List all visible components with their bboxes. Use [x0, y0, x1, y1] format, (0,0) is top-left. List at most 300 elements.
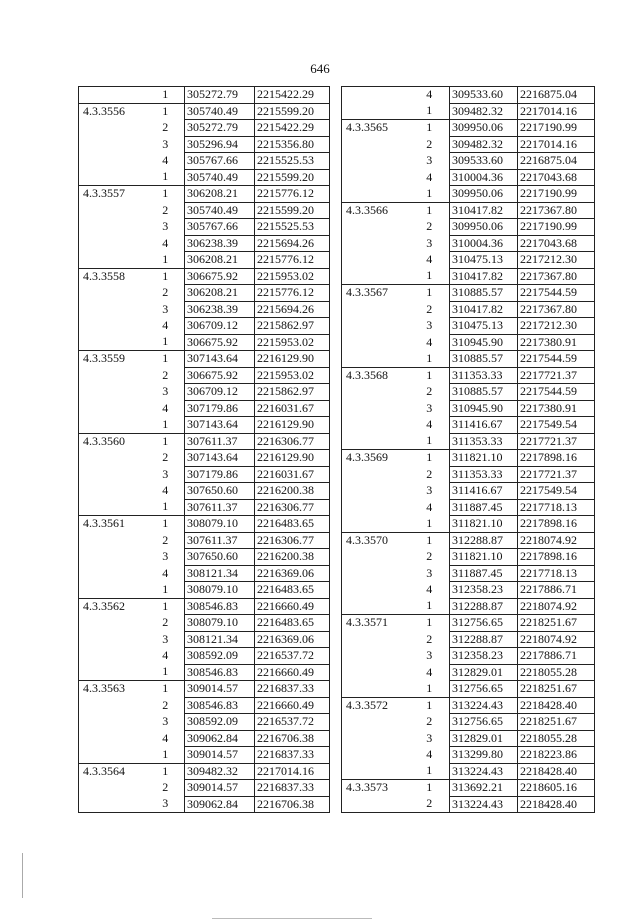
x-coordinate-cell: 309014.57	[185, 747, 255, 764]
table-row	[79, 268, 330, 285]
y-coordinate-cell: 2216129.90	[255, 351, 330, 368]
x-coordinate-cell: 310885.57	[450, 384, 518, 401]
x-coordinate-cell: 306675.92	[185, 334, 255, 351]
x-coordinate-cell: 305272.79	[185, 120, 255, 137]
table-row	[79, 466, 330, 483]
point-number-cell: 4	[426, 747, 433, 761]
x-coordinate-cell: 312288.87	[450, 532, 518, 549]
parcel-id-cell	[342, 153, 410, 170]
point-number-cell: 3	[426, 153, 433, 167]
x-coordinate-cell: 313692.21	[450, 780, 518, 797]
table-row	[79, 186, 330, 203]
point-number-cell: 2	[162, 450, 169, 464]
point-number-cell: 2	[426, 549, 433, 563]
y-coordinate-cell: 2218251.67	[518, 615, 595, 632]
parcel-id-cell	[79, 252, 147, 269]
point-number-cell: 1	[410, 532, 450, 549]
y-coordinate-cell: 2215599.20	[255, 103, 330, 120]
table-row	[79, 367, 330, 384]
point-number-cell: 1	[162, 416, 169, 431]
table-row	[79, 252, 330, 269]
y-coordinate-cell: 2216031.67	[255, 466, 330, 483]
y-coordinate-cell: 2215776.12	[255, 285, 330, 302]
point-number-cell: 1	[147, 268, 185, 285]
table-row	[79, 285, 330, 302]
table-row	[79, 532, 330, 549]
point-number-cell: 2	[426, 301, 433, 316]
point-number-cell: 4	[426, 499, 433, 514]
y-coordinate-cell: 2216706.38	[255, 796, 330, 813]
table-row	[79, 730, 330, 747]
parcel-id-cell	[342, 796, 410, 813]
table-row	[79, 483, 330, 500]
parcel-id-cell: 4.3.3572	[342, 697, 410, 714]
point-number-cell: 2	[162, 120, 169, 134]
y-coordinate-cell: 2215422.29	[255, 120, 330, 137]
parcel-id-cell	[79, 648, 147, 665]
table-row	[342, 202, 595, 219]
parcel-id-cell	[79, 483, 147, 500]
y-coordinate-cell: 2218428.40	[518, 796, 595, 813]
point-number-cell: 1	[426, 103, 433, 118]
point-number-cell: 1	[162, 664, 169, 679]
x-coordinate-cell: 306709.12	[185, 318, 255, 335]
y-coordinate-cell: 2218055.28	[518, 664, 595, 681]
parcel-id-cell	[79, 631, 147, 648]
y-coordinate-cell: 2215525.53	[255, 153, 330, 170]
table-row	[342, 367, 595, 384]
parcel-id-cell: 4.3.3568	[342, 367, 410, 384]
table-row	[342, 153, 595, 170]
y-coordinate-cell: 2218428.40	[518, 763, 595, 780]
table-row	[342, 483, 595, 500]
point-number-cell: 3	[162, 714, 169, 728]
parcel-id-cell	[79, 301, 147, 318]
y-coordinate-cell: 2217544.59	[518, 285, 595, 302]
parcel-id-cell: 4.3.3563	[79, 681, 147, 698]
x-coordinate-cell: 305296.94	[185, 136, 255, 153]
point-number-cell: 1	[426, 433, 433, 448]
y-coordinate-cell: 2216369.06	[255, 631, 330, 648]
y-coordinate-cell: 2217190.99	[518, 120, 595, 137]
table-row	[342, 714, 595, 731]
parcel-id-cell	[342, 598, 410, 615]
y-coordinate-cell: 2216483.65	[255, 516, 330, 533]
parcel-id-cell	[342, 301, 410, 318]
parcel-id-cell	[342, 747, 410, 764]
y-coordinate-cell: 2217380.91	[518, 400, 595, 417]
x-coordinate-cell: 309482.32	[450, 103, 518, 120]
parcel-id-cell	[342, 549, 410, 566]
point-number-cell: 4	[162, 318, 169, 332]
point-number-cell: 1	[162, 499, 169, 514]
point-number-cell: 1	[147, 763, 185, 780]
x-coordinate-cell: 309482.32	[450, 136, 518, 153]
parcel-id-cell	[79, 334, 147, 351]
x-coordinate-cell: 313224.43	[450, 763, 518, 780]
point-number-cell: 3	[426, 235, 433, 250]
parcel-id-cell	[342, 516, 410, 533]
table-row	[79, 648, 330, 665]
x-coordinate-cell: 311821.10	[450, 516, 518, 533]
y-coordinate-cell: 2216875.04	[518, 153, 595, 170]
point-number-cell: 3	[162, 466, 169, 481]
parcel-id-cell	[79, 615, 147, 632]
parcel-id-cell	[79, 219, 147, 236]
y-coordinate-cell: 2217886.71	[518, 582, 595, 599]
y-coordinate-cell: 2217014.16	[518, 136, 595, 153]
table-row	[79, 219, 330, 236]
x-coordinate-cell: 309014.57	[185, 780, 255, 797]
table-row	[79, 796, 330, 813]
parcel-id-cell: 4.3.3556	[79, 103, 147, 120]
table-row	[79, 516, 330, 533]
y-coordinate-cell: 2216837.33	[255, 681, 330, 698]
table-row	[342, 780, 595, 797]
parcel-id-cell	[342, 87, 410, 104]
x-coordinate-cell: 309014.57	[185, 681, 255, 698]
parcel-id-cell: 4.3.3557	[79, 186, 147, 203]
table-row	[79, 565, 330, 582]
point-number-cell: 2	[162, 780, 169, 794]
y-coordinate-cell: 2217212.30	[518, 252, 595, 269]
table-row	[79, 598, 330, 615]
point-number-cell: 2	[162, 697, 169, 712]
point-number-cell: 1	[426, 680, 433, 695]
table-row	[342, 169, 595, 186]
table-row	[79, 202, 330, 219]
x-coordinate-cell: 306238.39	[185, 301, 255, 318]
table-row	[342, 450, 595, 467]
table-row	[342, 219, 595, 236]
parcel-id-cell	[79, 153, 147, 170]
y-coordinate-cell: 2216875.04	[518, 87, 595, 104]
point-number-cell: 1	[162, 581, 169, 596]
x-coordinate-cell: 309062.84	[185, 796, 255, 813]
x-coordinate-cell: 310945.90	[450, 334, 518, 351]
parcel-id-cell	[79, 565, 147, 582]
point-number-cell: 2	[162, 202, 169, 217]
table-row	[79, 351, 330, 368]
table-row	[79, 103, 330, 120]
parcel-id-cell	[342, 483, 410, 500]
x-coordinate-cell: 309950.06	[450, 219, 518, 236]
table-row	[342, 400, 595, 417]
point-number-cell: 1	[410, 202, 450, 219]
table-row	[79, 780, 330, 797]
table-row	[342, 697, 595, 714]
x-coordinate-cell: 306675.92	[185, 367, 255, 384]
x-coordinate-cell: 311821.10	[450, 450, 518, 467]
point-number-cell: 1	[147, 598, 185, 615]
x-coordinate-cell: 305740.49	[185, 103, 255, 120]
y-coordinate-cell: 2217549.54	[518, 417, 595, 434]
parcel-id-cell	[342, 466, 410, 483]
parcel-id-cell: 4.3.3573	[342, 780, 410, 797]
table-row	[342, 433, 595, 450]
y-coordinate-cell: 2217718.13	[518, 565, 595, 582]
y-coordinate-cell: 2218223.86	[518, 747, 595, 764]
table-row	[342, 318, 595, 335]
point-number-cell: 2	[410, 796, 450, 813]
point-number-cell: 3	[147, 796, 185, 813]
point-number-cell: 3	[162, 549, 169, 563]
x-coordinate-cell: 308079.10	[185, 582, 255, 599]
y-coordinate-cell: 2217721.37	[518, 466, 595, 483]
point-number-cell: 1	[147, 516, 185, 533]
y-coordinate-cell: 2215953.02	[255, 334, 330, 351]
parcel-id-cell	[79, 120, 147, 137]
parcel-id-cell	[79, 582, 147, 599]
coordinates-table-right	[341, 86, 595, 813]
point-number-cell: 3	[426, 400, 433, 415]
table-row	[342, 747, 595, 764]
x-coordinate-cell: 308546.83	[185, 664, 255, 681]
table-row	[342, 252, 595, 269]
table-row	[79, 120, 330, 137]
x-coordinate-cell: 311353.33	[450, 433, 518, 450]
table-row	[342, 499, 595, 516]
point-number-cell: 1	[147, 87, 185, 104]
y-coordinate-cell: 2215694.26	[255, 301, 330, 318]
parcel-id-cell: 4.3.3567	[342, 285, 410, 302]
parcel-id-cell	[342, 318, 410, 335]
table-row	[342, 384, 595, 401]
y-coordinate-cell: 2216537.72	[255, 714, 330, 731]
x-coordinate-cell: 312358.23	[450, 582, 518, 599]
y-coordinate-cell: 2216837.33	[255, 780, 330, 797]
point-number-cell: 1	[426, 185, 433, 200]
x-coordinate-cell: 306709.12	[185, 384, 255, 401]
x-coordinate-cell: 312756.65	[450, 714, 518, 731]
x-coordinate-cell: 310945.90	[450, 400, 518, 417]
table-row	[79, 499, 330, 516]
y-coordinate-cell: 2217367.80	[518, 268, 595, 285]
table-row	[79, 301, 330, 318]
table-row	[342, 631, 595, 648]
point-number-cell: 3	[426, 483, 433, 497]
y-coordinate-cell: 2215599.20	[255, 202, 330, 219]
table-row	[79, 763, 330, 780]
point-number-cell: 1	[410, 450, 450, 467]
parcel-id-cell: 4.3.3559	[79, 351, 147, 368]
point-number-cell: 1	[410, 285, 450, 302]
y-coordinate-cell: 2215776.12	[255, 186, 330, 203]
x-coordinate-cell: 309062.84	[185, 730, 255, 747]
point-number-cell: 3	[426, 565, 433, 580]
y-coordinate-cell: 2216483.65	[255, 615, 330, 632]
parcel-id-cell	[342, 235, 410, 252]
point-number-cell: 1	[410, 697, 450, 714]
table-row	[342, 466, 595, 483]
table-row	[342, 120, 595, 137]
parcel-id-cell	[79, 450, 147, 467]
parcel-id-cell	[79, 780, 147, 797]
table-row	[342, 516, 595, 533]
x-coordinate-cell: 312756.65	[450, 681, 518, 698]
parcel-id-cell	[342, 334, 410, 351]
y-coordinate-cell: 2215953.02	[255, 268, 330, 285]
parcel-id-cell	[79, 400, 147, 417]
parcel-id-cell: 4.3.3562	[79, 598, 147, 615]
table-row	[342, 417, 595, 434]
y-coordinate-cell: 2216369.06	[255, 565, 330, 582]
parcel-id-cell	[342, 384, 410, 401]
x-coordinate-cell: 308079.10	[185, 516, 255, 533]
parcel-id-cell	[342, 400, 410, 417]
scan-edge-mark	[22, 853, 23, 898]
page-number: 646	[310, 61, 330, 76]
point-number-cell: 4	[426, 664, 433, 679]
parcel-id-cell: 4.3.3566	[342, 202, 410, 219]
x-coordinate-cell: 310417.82	[450, 202, 518, 219]
x-coordinate-cell: 311416.67	[450, 417, 518, 434]
table-row	[342, 87, 595, 104]
table-row	[342, 730, 595, 747]
table-row	[79, 582, 330, 599]
y-coordinate-cell: 2216306.77	[255, 532, 330, 549]
parcel-id-cell	[342, 565, 410, 582]
x-coordinate-cell: 310417.82	[450, 301, 518, 318]
x-coordinate-cell: 305767.66	[185, 219, 255, 236]
x-coordinate-cell: 307143.64	[185, 417, 255, 434]
parcel-id-cell	[342, 136, 410, 153]
y-coordinate-cell: 2218428.40	[518, 697, 595, 714]
y-coordinate-cell: 2218074.92	[518, 631, 595, 648]
table-row	[79, 433, 330, 450]
point-number-cell: 2	[426, 219, 433, 233]
table-row	[342, 664, 595, 681]
table-row	[342, 334, 595, 351]
parcel-id-cell	[342, 582, 410, 599]
y-coordinate-cell: 2218251.67	[518, 714, 595, 731]
table-row	[79, 136, 330, 153]
table-row	[342, 763, 595, 780]
y-coordinate-cell: 2216129.90	[255, 450, 330, 467]
x-coordinate-cell: 311353.33	[450, 367, 518, 384]
y-coordinate-cell: 2215862.97	[255, 384, 330, 401]
table-row	[79, 714, 330, 731]
point-number-cell: 4	[426, 169, 433, 184]
parcel-id-cell	[342, 664, 410, 681]
point-number-cell: 4	[426, 334, 433, 349]
x-coordinate-cell: 308079.10	[185, 615, 255, 632]
parcel-id-cell: 4.3.3558	[79, 268, 147, 285]
parcel-id-cell	[79, 796, 147, 813]
x-coordinate-cell: 307143.64	[185, 450, 255, 467]
y-coordinate-cell: 2216200.38	[255, 549, 330, 566]
x-coordinate-cell: 310475.13	[450, 252, 518, 269]
parcel-id-cell	[342, 648, 410, 665]
parcel-id-cell	[342, 433, 410, 450]
y-coordinate-cell: 2217043.68	[518, 235, 595, 252]
x-coordinate-cell: 307179.86	[185, 400, 255, 417]
table-row	[342, 268, 595, 285]
table-row	[79, 697, 330, 714]
scan-edge-mark	[212, 918, 372, 919]
x-coordinate-cell: 306238.39	[185, 235, 255, 252]
x-coordinate-cell: 312288.87	[450, 631, 518, 648]
point-number-cell: 4	[162, 565, 169, 580]
point-number-cell: 2	[426, 136, 433, 151]
x-coordinate-cell: 310475.13	[450, 318, 518, 335]
table-row	[342, 136, 595, 153]
table-row	[79, 400, 330, 417]
x-coordinate-cell: 309533.60	[450, 87, 518, 104]
table-row	[79, 450, 330, 467]
x-coordinate-cell: 313299.80	[450, 747, 518, 764]
table-row	[342, 103, 595, 120]
parcel-id-cell: 4.3.3570	[342, 532, 410, 549]
x-coordinate-cell: 307611.37	[185, 499, 255, 516]
point-number-cell: 1	[162, 169, 169, 184]
y-coordinate-cell: 2215422.29	[255, 87, 330, 104]
x-coordinate-cell: 308121.34	[185, 565, 255, 582]
parcel-id-cell	[79, 169, 147, 186]
x-coordinate-cell: 308592.09	[185, 648, 255, 665]
point-number-cell: 3	[426, 318, 433, 332]
point-number-cell: 1	[162, 251, 169, 266]
x-coordinate-cell: 313224.43	[450, 697, 518, 714]
x-coordinate-cell: 307650.60	[185, 483, 255, 500]
parcel-id-cell	[79, 136, 147, 153]
x-coordinate-cell: 308121.34	[185, 631, 255, 648]
point-number-cell: 1	[162, 334, 169, 349]
point-number-cell: 2	[162, 532, 169, 547]
table-row	[79, 318, 330, 335]
y-coordinate-cell: 2216837.33	[255, 747, 330, 764]
table-row	[79, 334, 330, 351]
parcel-id-cell	[342, 714, 410, 731]
parcel-id-cell	[342, 763, 410, 780]
parcel-id-cell	[79, 417, 147, 434]
x-coordinate-cell: 305767.66	[185, 153, 255, 170]
parcel-id-cell	[79, 466, 147, 483]
point-number-cell: 4	[162, 235, 169, 250]
x-coordinate-cell: 305272.79	[185, 87, 255, 104]
y-coordinate-cell: 2216129.90	[255, 417, 330, 434]
y-coordinate-cell: 2216660.49	[255, 697, 330, 714]
parcel-id-cell	[342, 169, 410, 186]
point-number-cell: 4	[162, 483, 169, 497]
parcel-id-cell: 4.3.3565	[342, 120, 410, 137]
parcel-id-cell	[342, 103, 410, 120]
point-number-cell: 2	[162, 285, 169, 299]
point-number-cell: 1	[147, 186, 185, 203]
table-row	[342, 565, 595, 582]
parcel-id-cell	[342, 351, 410, 368]
parcel-id-cell	[79, 714, 147, 731]
point-number-cell: 1	[147, 681, 185, 698]
parcel-id-cell	[79, 499, 147, 516]
point-number-cell: 3	[162, 301, 169, 316]
x-coordinate-cell: 309950.06	[450, 186, 518, 203]
y-coordinate-cell: 2216706.38	[255, 730, 330, 747]
parcel-id-cell	[79, 318, 147, 335]
point-number-cell: 3	[162, 384, 169, 398]
y-coordinate-cell: 2217367.80	[518, 301, 595, 318]
x-coordinate-cell: 310885.57	[450, 351, 518, 368]
y-coordinate-cell: 2217721.37	[518, 433, 595, 450]
table-row	[79, 664, 330, 681]
table-row	[79, 169, 330, 186]
x-coordinate-cell: 311887.45	[450, 499, 518, 516]
parcel-id-cell: 4.3.3564	[79, 763, 147, 780]
point-number-cell: 2	[162, 367, 169, 382]
table-row	[342, 582, 595, 599]
point-number-cell: 4	[426, 582, 433, 596]
y-coordinate-cell: 2215356.80	[255, 136, 330, 153]
